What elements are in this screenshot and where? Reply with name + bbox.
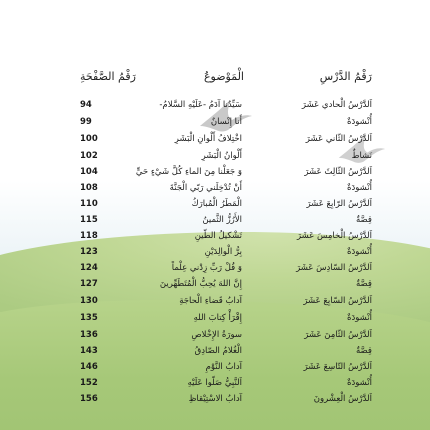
page-number: 127	[80, 279, 98, 289]
page-number: 130	[80, 296, 98, 306]
page-number: 135	[80, 313, 98, 323]
toc-row	[0, 296, 430, 314]
toc-row	[0, 313, 430, 331]
page-number: 156	[80, 394, 98, 404]
page-number: 110	[80, 199, 98, 209]
page-number: 102	[80, 151, 98, 161]
topic-title: سورَةُ الإِخْلاصِ	[191, 330, 242, 340]
lesson-label: اَلدَّرْسُ الثّامِنَ عَشَرَ	[304, 330, 372, 340]
lesson-label: اَلدَّرْسُ الْحادي عَشَرَ	[301, 100, 372, 110]
page-number: 124	[80, 263, 98, 273]
topic-title: أَنا إِنْسانٌ	[210, 117, 242, 127]
lesson-label: اَلدَّرْسُ الْعِشْرونَ	[313, 394, 372, 404]
topic-title: أَنْ تُدْخِلَني رَبّي الْجَنَّةَ	[169, 183, 242, 193]
lesson-label: اَلدَّرْسُ الثّاني عَشَرَ	[305, 134, 372, 144]
lesson-label: قِصَّةٌ	[356, 346, 372, 356]
lesson-label: أُنْشودَةٌ	[347, 183, 372, 193]
topic-title: إِقْرَأْ كِتابَ اللهِ	[193, 313, 242, 323]
page-number: 108	[80, 183, 98, 193]
lesson-label: قِصَّةٌ	[356, 215, 372, 225]
lesson-label: أُنْشودَةٌ	[347, 117, 372, 127]
page-number-header: رَقْمُ الصَّفْحَةِ	[80, 70, 136, 83]
topic-title: أَلْوانُ الْبَشَرِ	[201, 151, 242, 161]
page-number: 94	[80, 100, 92, 110]
lesson-label: اَلدَّرْسُ السّابِعَ عَشَرَ	[303, 296, 372, 306]
page-number: 115	[80, 215, 98, 225]
topic-title: اَلنَّبِيُّ صَلّوا عَلَيْهِ	[187, 378, 242, 388]
topic-title: آدابُ النَّوْمِ	[205, 362, 242, 372]
topic-title: آدابُ قَضاءِ الْحاجَةِ	[179, 296, 242, 306]
page-number: 136	[80, 330, 98, 340]
lesson-label: اَلدَّرْسُ الثّالِثَ عَشَرَ	[304, 167, 372, 177]
lesson-label: أُنْشودَةٌ	[347, 378, 372, 388]
toc-row	[0, 100, 430, 118]
page-number: 118	[80, 231, 98, 241]
toc-row	[0, 394, 430, 412]
topic-title: الأَرُزُّ الثَّمينُ	[202, 215, 242, 225]
page-number: 143	[80, 346, 98, 356]
page-number: 152	[80, 378, 98, 388]
topic-title: سَيِّدُنا آدَمُ -عَلَيْهِ السَّلامُ-	[159, 100, 242, 110]
lesson-label: اَلدَّرْسُ الرّابِعَ عَشَرَ	[306, 199, 372, 209]
lesson-label: قِصَّةٌ	[356, 279, 372, 289]
lesson-number-header: رَقْمُ الدَّرْسِ	[319, 70, 372, 83]
page-number: 100	[80, 134, 98, 144]
toc-row	[0, 117, 430, 135]
topic-title: بِرُّ الْوالِدَيْنِ	[204, 247, 242, 257]
toc-row	[0, 134, 430, 152]
lesson-label: اَلدَّرْسُ التّاسِعَ عَشَرَ	[303, 362, 372, 372]
topic-title: وَ جَعَلْنا مِنَ الماءِ كُلَّ شَيْءٍ حَيٍّ	[135, 167, 242, 177]
topic-title: وَ قُلْ رَبِّ زِدْني عِلْماً	[171, 263, 242, 273]
topic-header: الْمَوْضوعُ	[203, 70, 244, 83]
page-number: 123	[80, 247, 98, 257]
topic-title: إِنَّ اللهَ يُحِبُّ الْمُتَطَهِّرينَ	[159, 279, 242, 289]
lesson-label: اَلدَّرْسُ السّادِسَ عَشَرَ	[296, 263, 372, 273]
page-number: 146	[80, 362, 98, 372]
topic-title: آدابُ الاسْتِيْقاظِ	[188, 394, 242, 404]
lesson-label: أُنْشودَةٌ	[347, 313, 372, 323]
topic-title: الْمَطَرُ الْمُبارَكُ	[191, 199, 242, 209]
lesson-label: أُنْشودَةٌ	[347, 247, 372, 257]
page-number: 104	[80, 167, 98, 177]
page-number: 99	[80, 117, 92, 127]
topic-title: الْغُلامُ الصّادِقُ	[194, 346, 242, 356]
lesson-label: اَلدَّرْسُ الْخامِسَ عَشَرَ	[296, 231, 372, 241]
toc-row	[0, 279, 430, 297]
topic-title: تَشْكيلُ الطّينِ	[194, 231, 242, 241]
topic-title: اخْتِلافُ أَلْوانِ الْبَشَرِ	[174, 134, 242, 144]
lesson-label: نَشاطٌ	[351, 151, 372, 161]
